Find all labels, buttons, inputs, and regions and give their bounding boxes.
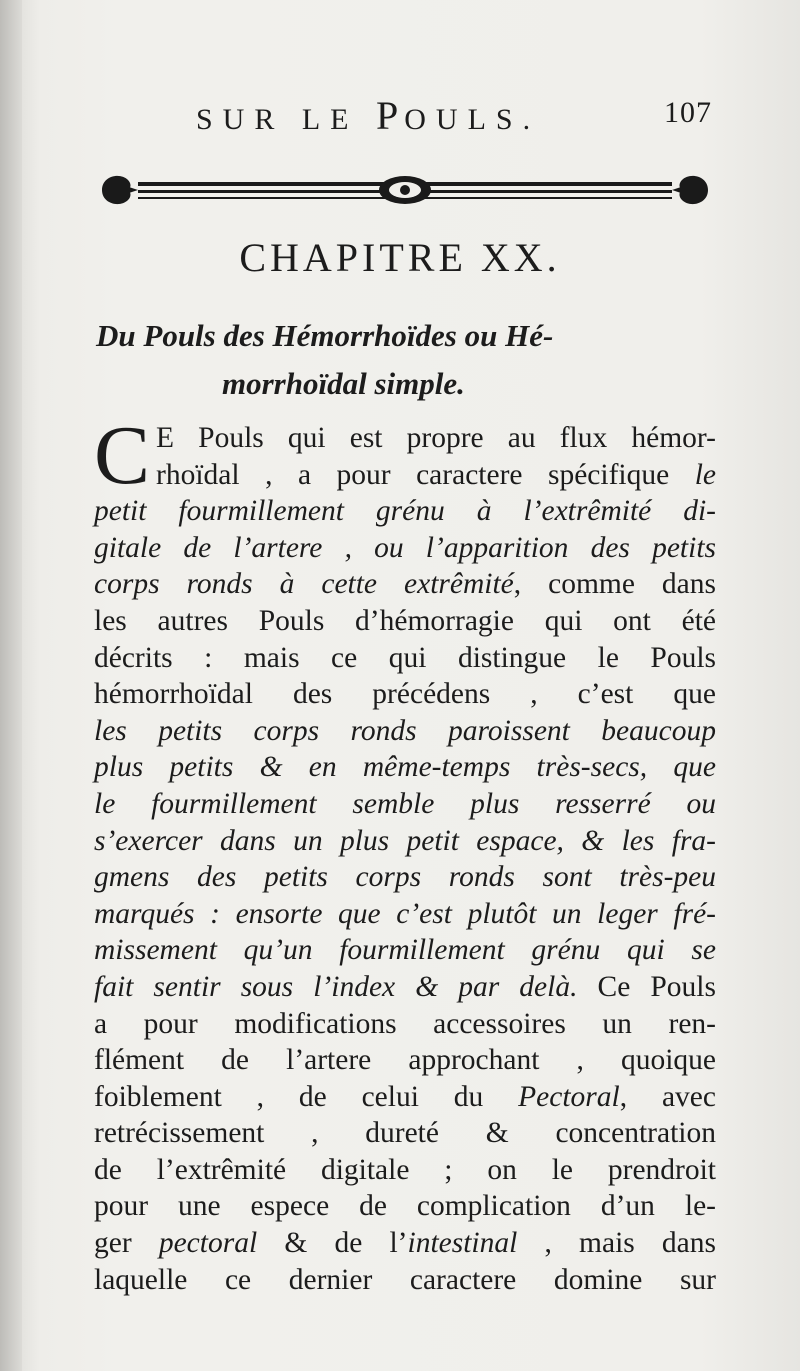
page-number: 107 [664, 96, 712, 129]
running-title-part-a: SUR LE [196, 103, 377, 136]
text-line: gitale de l’artere , ou l’apparition des petits [94, 531, 716, 564]
subtitle-line-2: morrhoïdal simple. [222, 366, 465, 401]
text-line: s’exercer dans un plus petit espace, & les fra- [94, 824, 716, 857]
text-line: le fourmillement semble plus resserré ou [94, 787, 716, 820]
text-line: retrécissement , dureté & concentration [94, 1117, 716, 1150]
book-spine-shadow [0, 0, 22, 1371]
drop-cap: C [94, 409, 151, 502]
running-title [196, 92, 540, 139]
text-line: les petits corps ronds paroissent beaucoup [94, 714, 716, 747]
chapter-subtitle [96, 312, 716, 408]
text-line: les autres Pouls d’hémorragie qui ont été [94, 604, 716, 637]
subtitle-line-1: Du Pouls des Hémorrhoïdes ou Hé- [96, 318, 554, 353]
text-line: flément de l’artere approchant , quoique [94, 1044, 716, 1077]
text-line: décrits : mais ce qui distingue le Pouls [94, 641, 716, 674]
text-line: rhoïdal , a pour caractere spécifique le [156, 458, 716, 491]
text-line: pour une espece de complication d’un le- [94, 1190, 716, 1223]
text-line: ger pectoral & de l’intestinal , mais dans [94, 1227, 716, 1260]
text-line: corps ronds à cette extrêmité, comme dans [94, 568, 717, 601]
running-header [96, 92, 716, 136]
text-line: a pour modifications accessoires un ren- [94, 1007, 716, 1040]
text-line: petit fourmillement grénu à l’extrêmité di- [94, 495, 716, 528]
text-line: foiblement , de celui du Pectoral, avec [94, 1080, 716, 1113]
text-line: missement qu’un fourmillement grénu qui se [94, 934, 716, 967]
text-line: plus petits & en même-temps très-secs, que [94, 751, 716, 784]
text-line: fait sentir sous l’index & par delà. Ce Pouls [94, 970, 716, 1003]
running-title-capital: P [376, 93, 405, 138]
running-title-part-b: OULS. [404, 103, 541, 136]
chapter-title: CHAPITRE XX. [239, 235, 561, 280]
text-line: E Pouls qui est propre au flux hémor- [156, 422, 716, 454]
text-line: de l’extrêmité digitale ; on le prendroit [94, 1153, 716, 1186]
body-text [94, 409, 717, 1298]
text-line: gmens des petits corps ronds sont très-peu [94, 861, 716, 894]
text-line: marqués : ensorte que c’est plutôt un leger fré- [94, 897, 716, 930]
text-line: laquelle ce dernier caractere domine sur [94, 1263, 716, 1296]
text-line: hémorrhoïdal des précédens , c’est que [94, 678, 716, 711]
ornamental-rule [98, 168, 712, 212]
